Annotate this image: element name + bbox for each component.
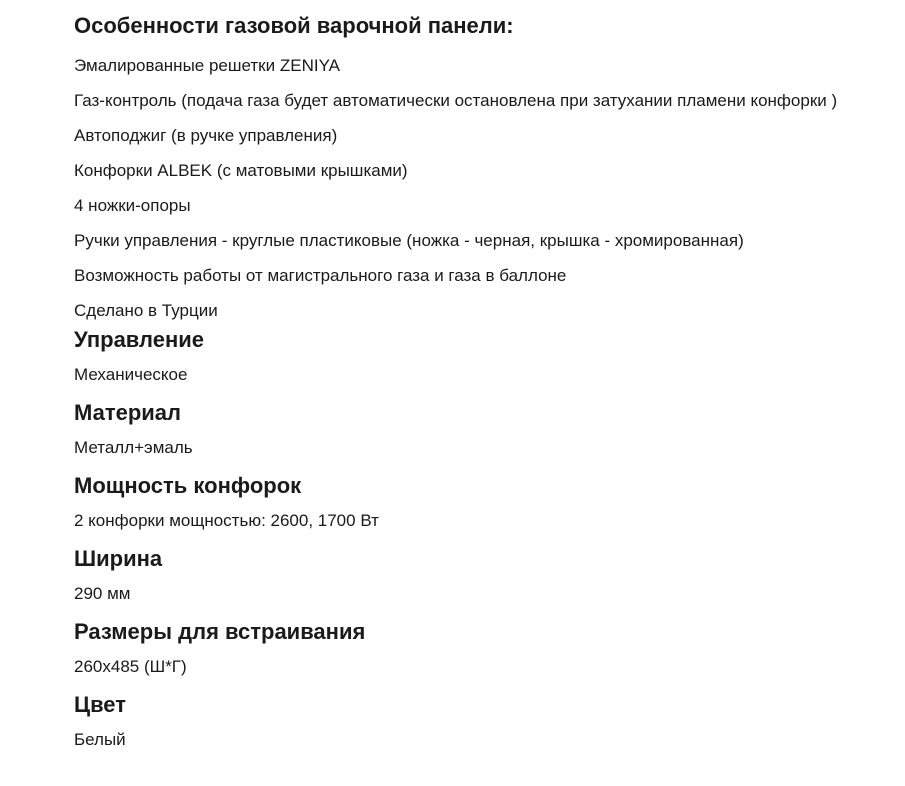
spec-heading: Мощность конфорок [74, 473, 302, 498]
feature-item-origin: Сделано в Турции [74, 301, 218, 320]
spec-cutout-size [74, 617, 905, 690]
spec-value: Металл+эмаль [74, 438, 193, 457]
feature-item-auto-ignition: Автоподжиг (в ручке управления) [74, 126, 338, 145]
spec-value: 2 конфорки мощностью: 2600, 1700 Вт [74, 511, 379, 530]
feature-item-gas-control: Газ-контроль (подача газа будет автоматически остановлена при затухании пламени конфорки ) [74, 91, 838, 110]
spec-burner-power [74, 471, 905, 544]
spec-value: 260х485 (Ш*Г) [74, 657, 187, 676]
spec-heading: Управление [74, 327, 205, 352]
spec-heading: Ширина [74, 546, 163, 571]
spec-value: Механическое [74, 365, 188, 384]
feature-item-knobs: Ручки управления - круглые пластиковые (ножка - черная, крышка - хромированная) [74, 231, 744, 250]
feature-item-gas-source: Возможность работы от магистрального газа и газа в баллоне [74, 266, 567, 285]
spec-control [74, 325, 905, 398]
feature-item-legs: 4 ножки-опоры [74, 196, 191, 215]
feature-item-enamel-grates: Эмалированные решетки ZENIYA [74, 56, 340, 75]
spec-heading: Цвет [74, 692, 127, 717]
spec-heading: Материал [74, 400, 182, 425]
feature-item-burners: Конфорки ALBEK (с матовыми крышками) [74, 161, 408, 180]
spec-value: 290 мм [74, 584, 131, 603]
features-title: Особенности газовой варочной панели: [74, 13, 514, 38]
spec-width [74, 544, 905, 617]
features-list [74, 56, 905, 325]
spec-material [74, 398, 905, 471]
spec-heading: Размеры для встраивания [74, 619, 366, 644]
spec-color [74, 690, 905, 763]
spec-value: Белый [74, 730, 126, 749]
